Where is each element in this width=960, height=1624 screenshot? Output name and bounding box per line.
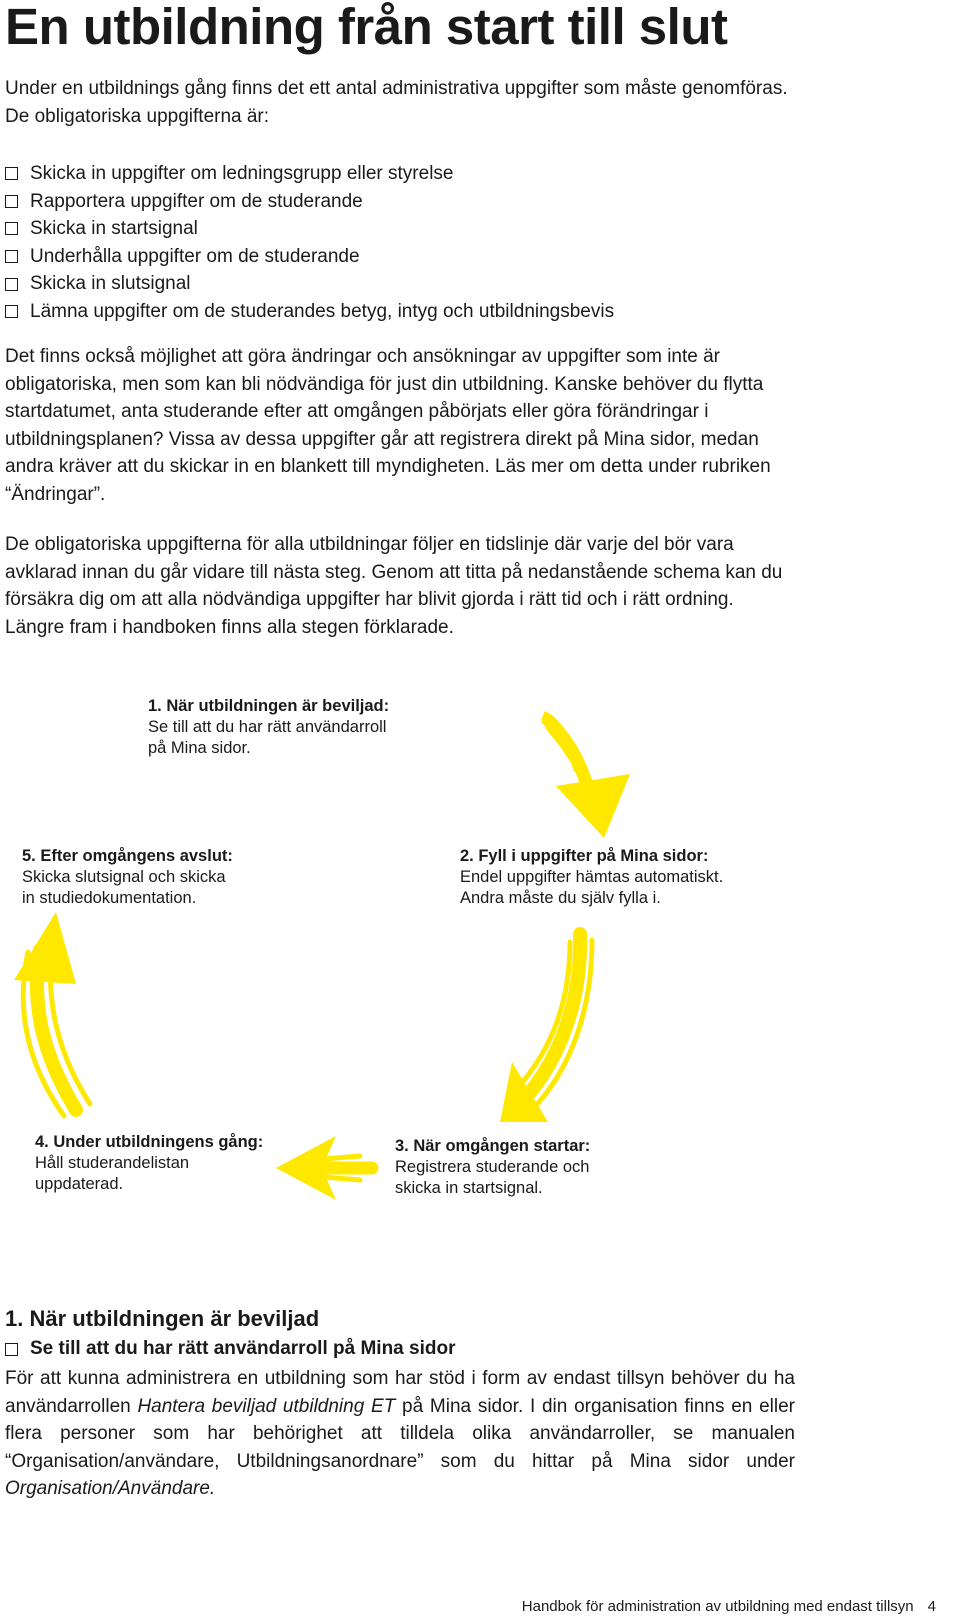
page-title: En utbildning från start till slut <box>5 0 728 55</box>
page-footer <box>522 1597 936 1617</box>
list-item-label: Skicka in slutsignal <box>30 273 191 295</box>
step-text: Skicka slutsignal och skicka <box>22 868 226 886</box>
intro-paragraph: Under en utbildnings gång finns det ett antal administrativa uppgifter som måste genomföras. De obligatoriska uppgifterna är: <box>5 78 788 127</box>
mandatory-task-list <box>5 160 614 326</box>
checkbox-icon <box>5 1343 18 1356</box>
list-item-label: Skicka in startsignal <box>30 218 198 240</box>
check-item-label: Se till att du har rätt användarroll på Mina sidor <box>30 1338 456 1359</box>
list-item <box>5 298 614 326</box>
list-item <box>5 188 614 216</box>
step-text: uppdaterad. <box>35 1175 124 1193</box>
role-name: Hantera beviljad utbildning ET <box>137 1395 396 1417</box>
page-number: 4 <box>927 1598 936 1615</box>
cycle-step-3 <box>395 1136 590 1199</box>
changes-paragraph: Det finns också möjlighet att göra ändringar och ansökningar av uppgifter som inte är obligatoriska, men som kan bli nödvändiga för just din utbildning. Kanske behöver du flytta startdatumet, anta studerande efter att omgången påbörjats eller göra förändringar i utbildningsplanen? Vissa av dessa uppgifter går att registrera direkt på Mina sidor, medan andra kräver att du skickar in en blankett till myndigheten. Läs mer om detta under rubriken “Ändringar”. <box>5 346 771 505</box>
list-item-label: Skicka in uppgifter om ledningsgrupp eller styrelse <box>30 163 454 184</box>
arrow-step2-to-step3 <box>500 934 592 1122</box>
list-item-label: Lämna uppgifter om de studerandes betyg, intyg och utbildningsbevis <box>30 300 615 322</box>
arrow-step3-to-step4 <box>276 1136 372 1200</box>
step-text: Endel uppgifter hämtas automatiskt. <box>460 868 724 886</box>
section-check-item <box>5 1336 455 1362</box>
checkbox-icon <box>5 250 18 263</box>
section-heading: 1. När utbildningen är beviljad <box>5 1306 320 1331</box>
step-text: Håll studerandelistan <box>35 1154 190 1172</box>
step-title: 5. Efter omgångens avslut: <box>22 847 233 865</box>
step-title: 1. När utbildningen är beviljad: <box>148 697 390 715</box>
cycle-step-5 <box>22 846 233 909</box>
arrow-step4-to-step5 <box>14 912 90 1116</box>
section-body <box>5 1365 795 1503</box>
step-title: 2. Fyll i uppgifter på Mina sidor: <box>460 847 709 865</box>
cycle-step-2 <box>460 846 723 909</box>
list-item <box>5 215 614 243</box>
step-text: Andra måste du själv fylla i. <box>460 889 661 907</box>
checkbox-icon <box>5 222 18 235</box>
list-item <box>5 243 614 271</box>
checkbox-icon <box>5 195 18 208</box>
step-text: på Mina sidor. <box>148 739 251 757</box>
body-text: För att kunna administrera en utbildning som har stöd i form av endast tillsyn behöver du ha användarrollen <box>5 1368 795 1417</box>
arrow-step1-to-step2 <box>546 714 630 838</box>
step-text: in studiedokumentation. <box>22 889 197 907</box>
footer-text: Handbok för administration av utbildning med endast tillsyn <box>521 1598 914 1615</box>
list-item <box>5 270 614 298</box>
step-text: skicka in startsignal. <box>395 1179 543 1197</box>
step-text: Registrera studerande och <box>395 1158 590 1176</box>
menu-path: Organisation/Användare. <box>5 1478 216 1499</box>
checkbox-icon <box>5 167 18 180</box>
step-text: Se till att du har rätt användarroll <box>148 718 387 736</box>
timeline-paragraph: De obligatoriska uppgifterna för alla utbildningar följer en tidslinje där varje del bör vara avklarad innan du går vidare till nästa steg. Genom att titta på nedanstående schema kan du försäkra dig om att alla nödvändiga uppgifter har blivit gjorda i rätt tid och i rätt ordning. Längre fram i handboken finns alla stegen förklarade. <box>5 534 783 638</box>
list-item-label: Underhålla uppgifter om de studerande <box>30 245 360 267</box>
step-title: 3. När omgången startar: <box>395 1137 591 1155</box>
cycle-step-4 <box>35 1132 263 1195</box>
checkbox-icon <box>5 278 18 291</box>
list-item-label: Rapportera uppgifter om de studerande <box>30 190 363 212</box>
cycle-step-1 <box>148 696 389 759</box>
step-title: 4. Under utbildningens gång: <box>35 1133 264 1151</box>
checkbox-icon <box>5 305 18 318</box>
list-item <box>5 160 614 188</box>
body-text: på Mina sidor. I din organisation finns en eller flera personer som har behörighet att tilldela olika användarroller, se manualen “Organisation/användare, Utbildningsanordnare” som du hittar på Mina sidor under <box>5 1395 795 1472</box>
